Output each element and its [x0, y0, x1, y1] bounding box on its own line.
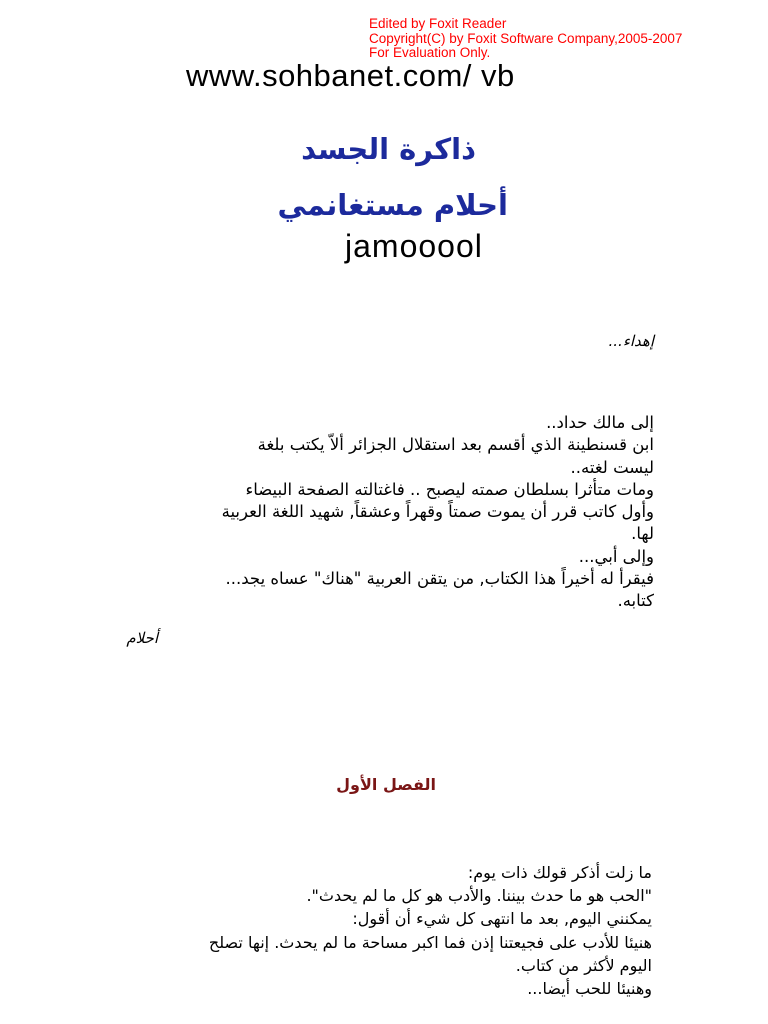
chapter-line: ما زلت أذكر قولك ذات يوم:	[467, 863, 652, 882]
chapter-line: وهنيئا للحب أيضا...	[527, 979, 652, 999]
chapter-heading: الفصل الأول	[336, 775, 436, 794]
watermark-line: Edited by Foxit Reader	[369, 16, 507, 31]
dedication-line: فيقرأ له أخيراً هذا الكتاب, من يتقن العربية "هناك" عساه يجد...	[225, 569, 654, 589]
dedication-line: ابن قسنطينة الذي أقسم بعد استقلال الجزائر ألاّ يكتب بلغة	[257, 435, 654, 455]
foxit-watermark	[369, 17, 749, 61]
dedication-line: وإلى أبي...	[578, 546, 654, 566]
uploader-name: jamooool	[345, 228, 483, 264]
dedication-line: لها.	[631, 524, 654, 544]
dedication-line: ليست لغته..	[570, 457, 654, 477]
dedication-line: كتابه.	[617, 591, 654, 611]
dedication-line: ومات متأثرا بسلطان صمته ليصبح .. فاغتالته الصفحة البيضاء	[245, 479, 654, 499]
dedication-line: وأول كاتب قرر أن يموت صمتاً وقهراً وعشقاً, شهيد اللغة العربية	[221, 502, 654, 522]
chapter-body	[120, 861, 652, 1000]
site-url: www.sohbanet.com/ vb	[186, 58, 515, 93]
dedication-text	[110, 412, 654, 613]
dedication-line: إلى مالك حداد..	[546, 413, 654, 432]
chapter-line: "الحب هو ما حدث بيننا. والأدب هو كل ما لم يحدث".	[306, 886, 652, 906]
dedication-heading: إهداء...	[608, 332, 654, 350]
watermark-line: Copyright(C) by Foxit Software Company,2005-2007	[369, 30, 683, 46]
chapter-line: هنيئا للأدب على فجيعتنا إذن فما اكبر مساحة ما لم يحدث. إنها تصلح	[208, 932, 652, 952]
book-title: ذاكرة الجسد	[301, 132, 476, 166]
chapter-line: اليوم لأكثر من كتاب.	[515, 955, 652, 975]
watermark-line: For Evaluation Only.	[369, 45, 491, 60]
chapter-line: يمكنني اليوم, بعد ما انتهى كل شيء أن أقول:	[352, 909, 652, 929]
dedication-signature: أحلام	[126, 629, 158, 647]
author-name: أحلام مستغانمي	[277, 188, 508, 222]
